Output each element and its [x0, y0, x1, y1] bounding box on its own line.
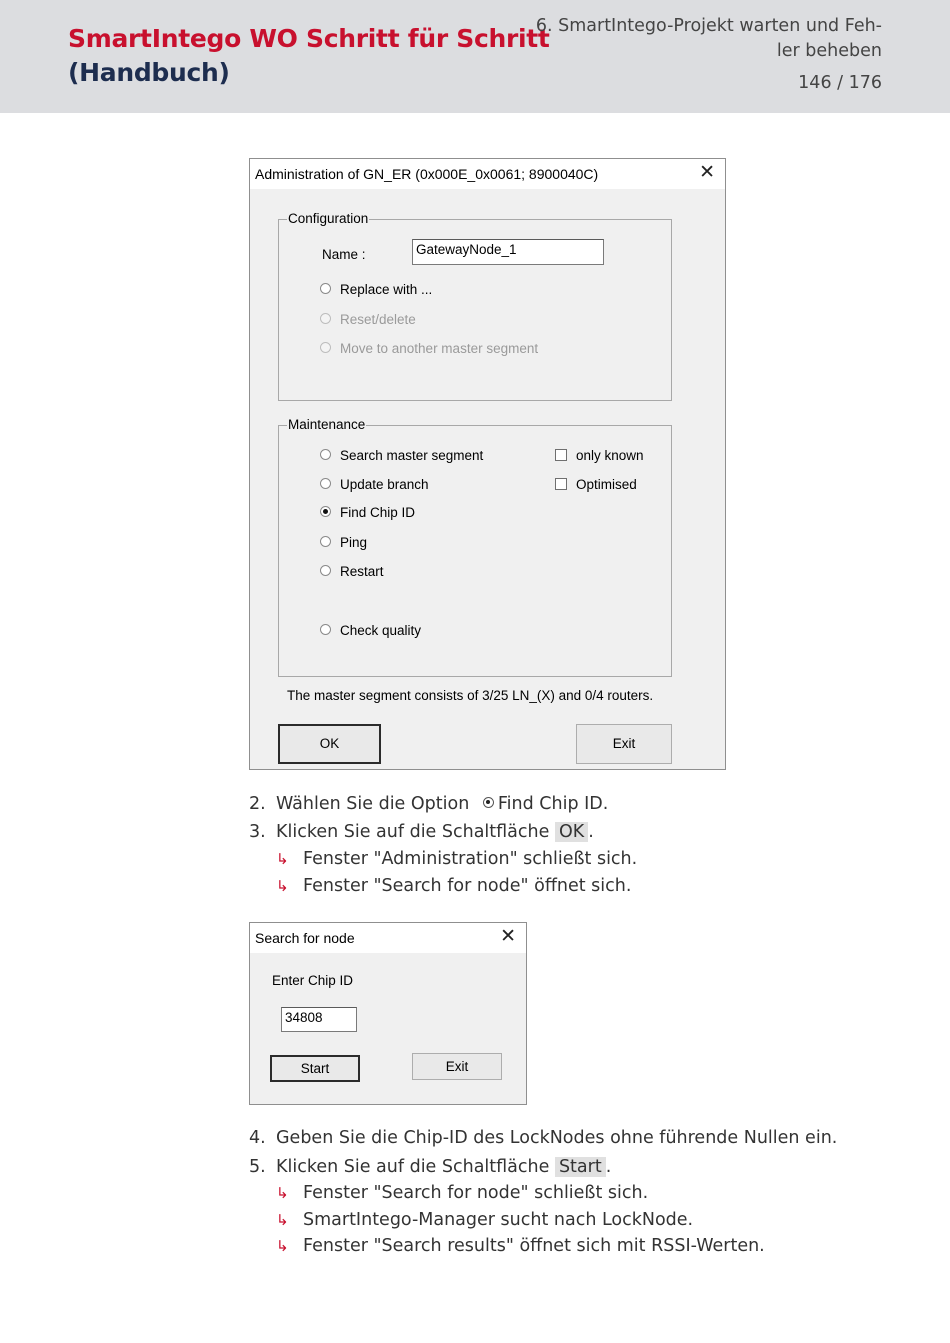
- result-item: ↳ Fenster "Search for node" öffnet sich.: [276, 876, 632, 896]
- result-arrow-icon: ↳: [276, 877, 289, 895]
- chip-id-field[interactable]: 34808: [281, 1007, 357, 1032]
- search-master-segment-radio[interactable]: [320, 449, 331, 460]
- update-branch-label[interactable]: Update branch: [340, 477, 429, 492]
- status-text: The master segment consists of 3/25 LN_(X) and 0/4 routers.: [287, 688, 654, 703]
- close-icon[interactable]: ✕: [500, 926, 516, 947]
- name-label: Name :: [322, 247, 366, 262]
- ping-radio[interactable]: [320, 536, 331, 547]
- move-segment-radio[interactable]: [320, 342, 331, 353]
- chapter-title-line2: ler beheben: [776, 41, 882, 61]
- step-4: 4. Geben Sie die Chip-ID des LockNodes ohne führende Nullen ein.: [249, 1128, 838, 1148]
- administration-dialog: [249, 158, 726, 770]
- optimised-checkbox[interactable]: [555, 478, 567, 490]
- selected-dot-icon: [323, 509, 328, 514]
- option-find-chip-id: Find Chip ID: [497, 794, 603, 814]
- optimised-label[interactable]: Optimised: [576, 477, 637, 492]
- name-field[interactable]: GatewayNode_1: [412, 239, 604, 265]
- dialog-title: Search for node: [255, 930, 355, 946]
- update-branch-radio[interactable]: [320, 478, 331, 489]
- result-item: ↳ Fenster "Search results" öffnet sich mit RSSI-Werten.: [276, 1236, 765, 1256]
- ping-label[interactable]: Ping: [340, 535, 368, 550]
- replace-radio[interactable]: [320, 283, 331, 294]
- step-5: 5. Klicken Sie auf die Schaltfläche Start .: [249, 1157, 612, 1177]
- result-item: ↳ SmartIntego-Manager sucht nach LockNode.: [276, 1210, 694, 1230]
- start-button-reference: Start: [555, 1157, 606, 1177]
- radio-selected-icon: [483, 797, 494, 808]
- document-title-line2: (Handbuch): [68, 58, 230, 87]
- exit-button[interactable]: Exit: [576, 724, 672, 764]
- page-header: [0, 0, 950, 113]
- ok-button[interactable]: OK: [278, 724, 381, 764]
- document-title: [68, 22, 550, 90]
- only-known-checkbox[interactable]: [555, 449, 567, 461]
- close-icon[interactable]: ✕: [699, 162, 715, 183]
- result-arrow-icon: ↳: [276, 1237, 289, 1255]
- find-chip-id-label[interactable]: Find Chip ID: [340, 505, 416, 520]
- chapter-title-line1: 6. SmartIntego-Projekt warten und Feh-: [535, 16, 882, 36]
- dialog-title: Administration of GN_ER (0x000E_0x0061; 8900040C): [255, 166, 599, 182]
- result-arrow-icon: ↳: [276, 1184, 289, 1202]
- document-title-line1: SmartIntego WO Schritt für Schritt: [68, 24, 550, 53]
- configuration-group-label: Configuration: [288, 211, 369, 226]
- dialog-titlebar: [250, 923, 526, 953]
- check-quality-radio[interactable]: [320, 624, 331, 635]
- reset-delete-radio[interactable]: [320, 313, 331, 324]
- search-for-node-dialog: [249, 922, 527, 1105]
- search-master-segment-label[interactable]: Search master segment: [340, 448, 484, 463]
- move-segment-label[interactable]: Move to another master segment: [340, 341, 539, 356]
- maintenance-group-label: Maintenance: [288, 417, 366, 432]
- chip-id-label: Enter Chip ID: [272, 973, 354, 988]
- result-item: ↳ Fenster "Search for node" schließt sich.: [276, 1183, 649, 1203]
- replace-label[interactable]: Replace with ...: [340, 282, 433, 297]
- dialog-titlebar: [250, 159, 725, 189]
- start-button[interactable]: Start: [270, 1055, 360, 1082]
- restart-radio[interactable]: [320, 565, 331, 576]
- page-number: 146 / 176: [798, 73, 882, 93]
- result-arrow-icon: ↳: [276, 850, 289, 868]
- step-3: 3. Klicken Sie auf die Schaltfläche OK .: [249, 822, 594, 842]
- exit-button[interactable]: Exit: [412, 1053, 502, 1080]
- chapter-title: [502, 14, 882, 64]
- check-quality-label[interactable]: Check quality: [340, 623, 422, 638]
- step-2: 2. Wählen Sie die Option Find Chip ID.: [249, 794, 609, 814]
- reset-delete-label[interactable]: Reset/delete: [340, 312, 416, 327]
- only-known-label[interactable]: only known: [576, 448, 644, 463]
- find-chip-id-radio[interactable]: [320, 506, 331, 517]
- ok-button-reference: OK: [555, 822, 588, 842]
- result-item: ↳ Fenster "Administration" schließt sich.: [276, 849, 638, 869]
- restart-label[interactable]: Restart: [340, 564, 384, 579]
- result-arrow-icon: ↳: [276, 1211, 289, 1229]
